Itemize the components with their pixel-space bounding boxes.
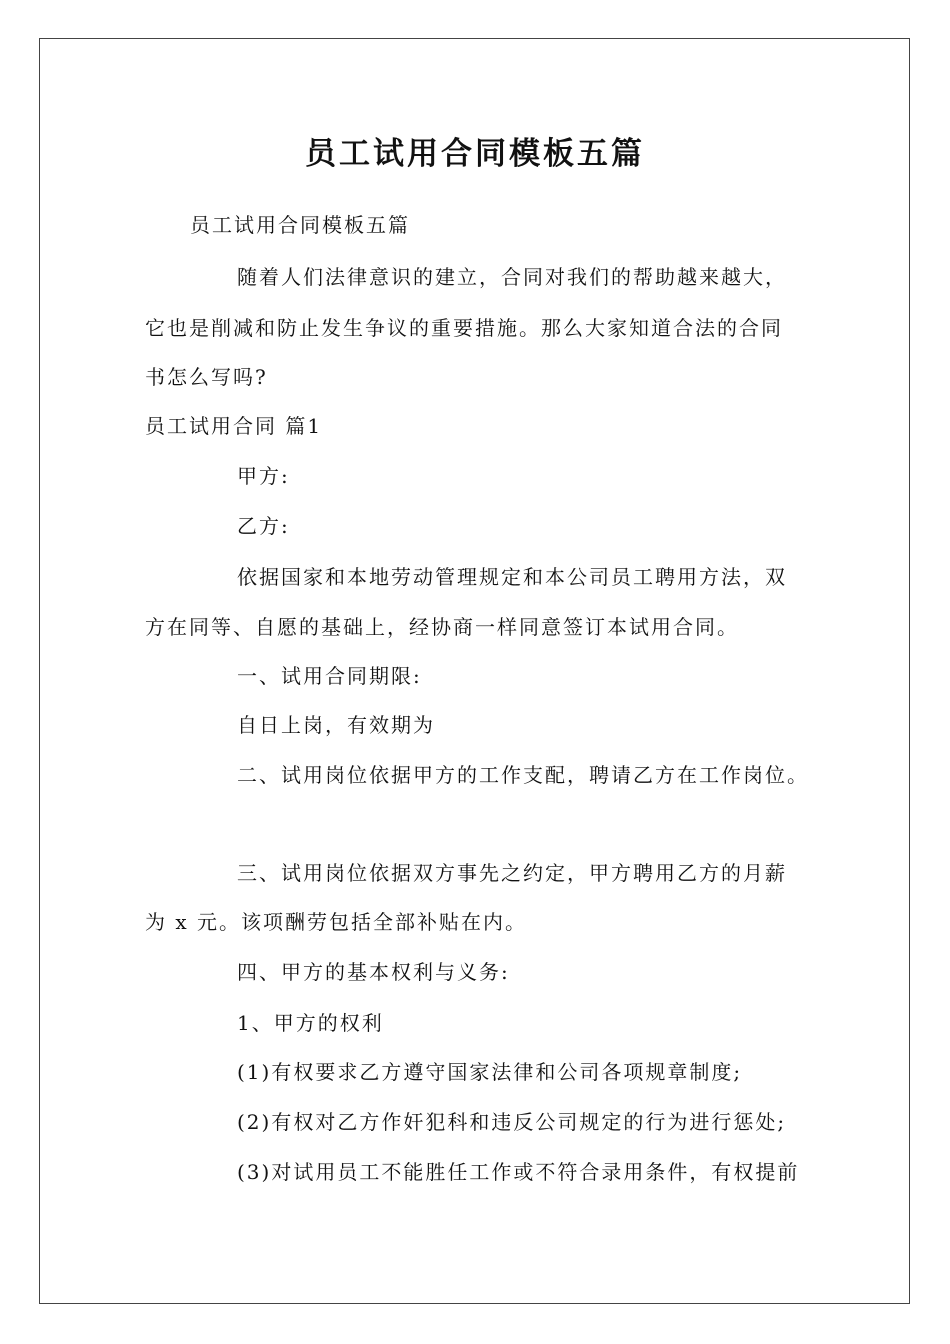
intro-line-1: 随着人们法律意识的建立，合同对我们的帮助越来越大，: [237, 265, 787, 289]
party-b-label: 乙方:: [237, 514, 290, 538]
clause-4-item-3: (3)对试用员工不能胜任工作或不符合录用条件，有权提前: [237, 1160, 800, 1184]
preamble-line-1: 依据国家和本地劳动管理规定和本公司员工聘用方法，双: [237, 565, 787, 589]
clause-4-item-1: (1)有权要求乙方遵守国家法律和公司各项规章制度;: [237, 1060, 743, 1084]
clause-2-text: 二、试用岗位依据甲方的工作支配，聘请乙方在工作岗位。: [237, 763, 809, 787]
intro-line-2: 它也是削减和防止发生争议的重要措施。那么大家知道合法的合同: [145, 316, 783, 340]
clause-3-line-1: 三、试用岗位依据双方事先之约定，甲方聘用乙方的月薪: [237, 861, 787, 885]
document-title: 员工试用合同模板五篇: [305, 136, 645, 172]
clause-4-item-2: (2)有权对乙方作奸犯科和违反公司规定的行为进行惩处;: [237, 1110, 787, 1134]
clause-3-line-2: 为 x 元。该项酬劳包括全部补贴在内。: [145, 910, 527, 934]
document-subtitle: 员工试用合同模板五篇: [190, 213, 410, 237]
clause-4-heading: 四、甲方的基本权利与义务:: [237, 960, 510, 984]
preamble-line-2: 方在同等、自愿的基础上，经协商一样同意签订本试用合同。: [145, 615, 739, 639]
clause-4-subheading: 1、甲方的权利: [237, 1011, 384, 1035]
section-heading: 员工试用合同 篇1: [145, 414, 323, 438]
party-a-label: 甲方:: [237, 464, 290, 488]
clause-1-text: 自日上岗，有效期为: [237, 713, 435, 737]
intro-line-3: 书怎么写吗?: [145, 365, 268, 389]
clause-1-heading: 一、试用合同期限:: [237, 664, 422, 688]
